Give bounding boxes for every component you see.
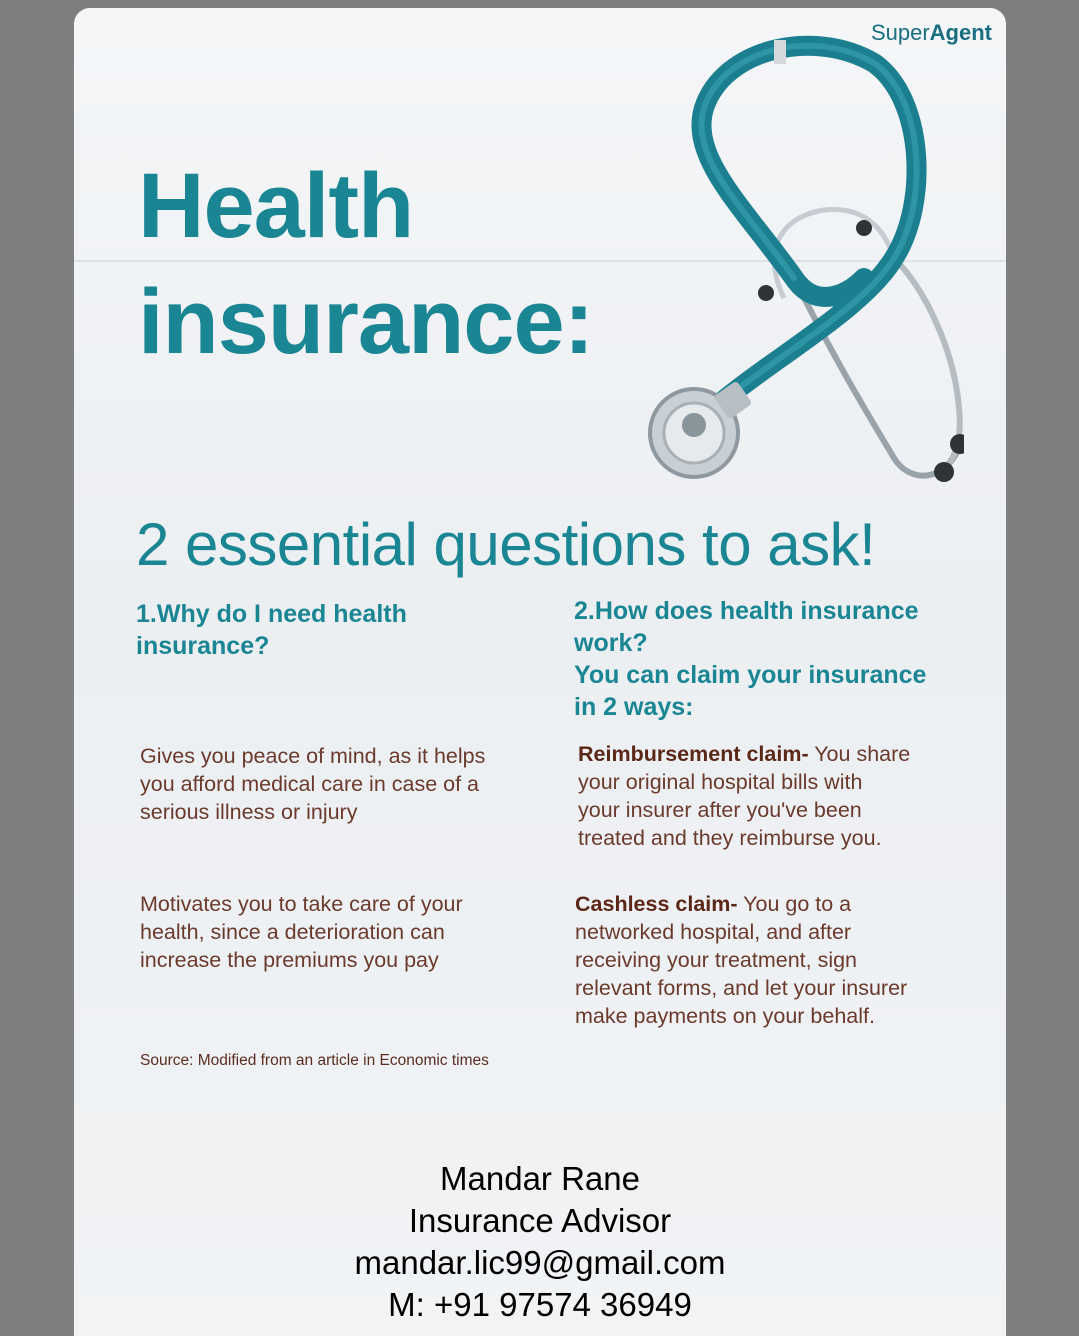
advisor-role: Insurance Advisor [408,1202,672,1239]
stethoscope-icon [564,28,964,508]
source-note: Source: Modified from an article in Economic times [140,1052,489,1069]
question-1-heading: 1.Why do I need health insurance? [136,600,407,660]
question-2-heading: 2.How does health insurance work? You can claim your insurance in 2 ways: [574,597,927,721]
claim-label: Cashless claim- [575,892,738,916]
advisor-email: mandar.lic99@gmail.com [354,1244,726,1281]
advisor-contact [74,1158,1006,1326]
brand-logo: SuperAgent [870,20,992,45]
reason-motivation: Motivates you to take care of your health, since a deterioration can increase the premiums you pay [140,892,463,972]
page-title: Health insurance: [138,155,594,373]
reimbursement-claim: Reimbursement claim- You share your original hospital bills with your insurer after you've been treated and they reimburse you. [578,742,911,850]
reason-peace-of-mind: Gives you peace of mind, as it helps you afford medical care in case of a serious illness or injury [140,744,486,824]
claim-label: Reimbursement claim- [578,742,809,766]
cashless-claim: Cashless claim- You go to a networked hospital, and after receiving your treatment, sign relevant forms, and let your insurer make payments on your behalf. [575,892,908,1028]
advisor-name: Mandar Rane [440,1160,640,1197]
advisor-phone: M: +91 97574 36949 [388,1286,692,1323]
poster-card [74,8,1006,1336]
subtitle: 2 essential questions to ask! [136,511,876,578]
